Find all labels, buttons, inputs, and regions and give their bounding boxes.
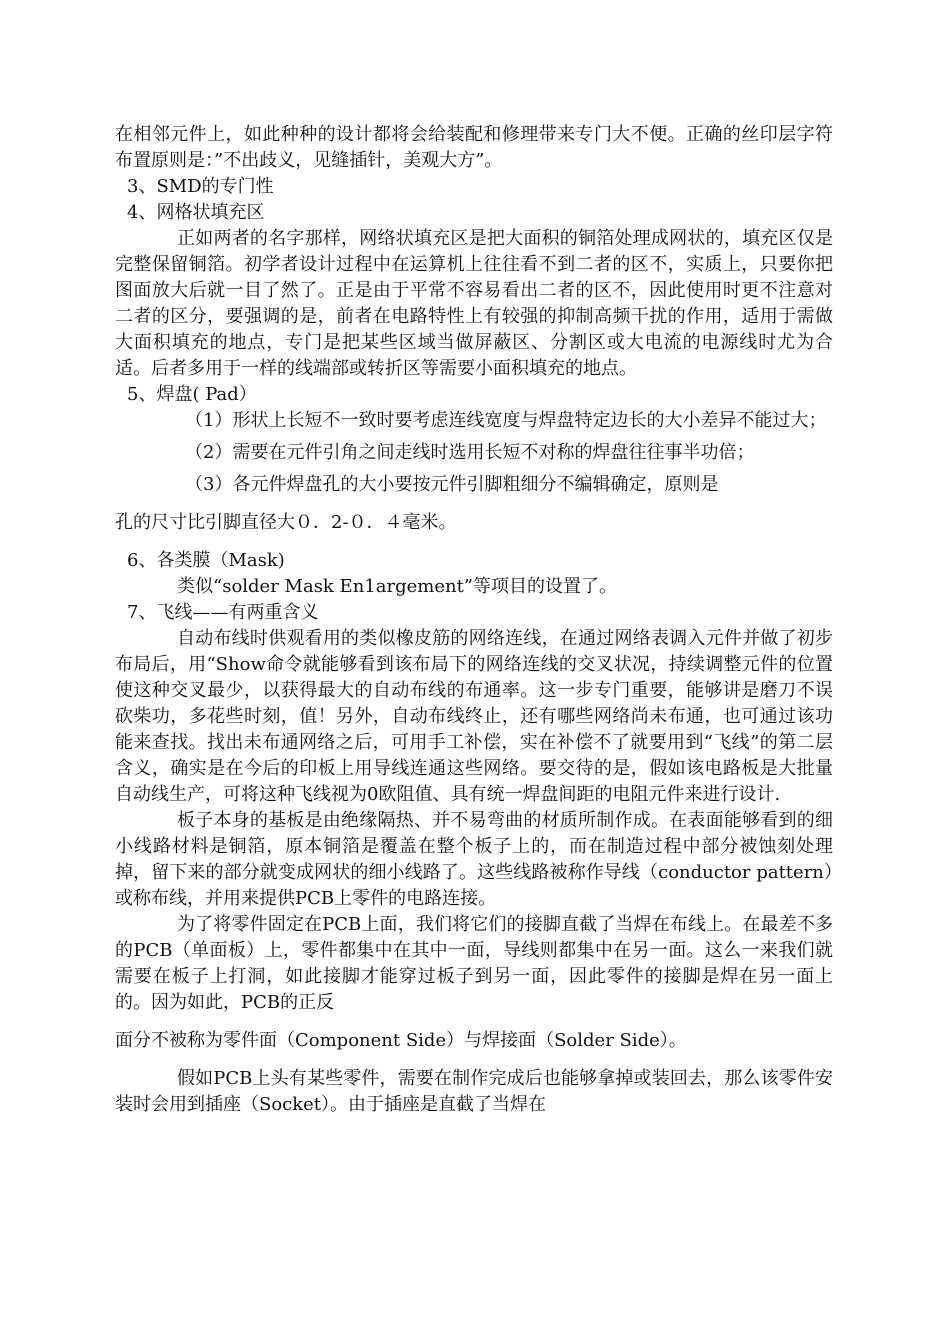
paragraph-substrate: 板子本身的基板是由绝缘隔热、并不易弯曲的材质所制作成。在表面能够看到的细小线路材料是铜箔，原本铜箔是覆盖在整个板子上的，而在制造过程中部分被蚀刻处理掉，留下来的部分就变成网状的细小线路了。这些线路被称作导线（conductor pattern）或称布线，并用来提供PCB上零件的电路连接。	[115, 810, 833, 909]
heading-ratsnest: 7、飞线——有两重含义	[127, 602, 319, 623]
paragraph-ratsnest: 自动布线时供观看用的类似橡皮筋的网络连线，在通过网络表调入元件并做了初步布局后，用“Show命令就能够看到该布局下的网络连线的交叉状况，持续调整元件的位置使这种交叉最少，以获得最大的自动布线的布通率。这一步专门重要，能够讲是磨刀不误砍柴功，多花些时刻，值！另外，自动布线终止，还有哪些网络尚未布通，也可通过该功能来查找。找出未布通网络之后，可用手工补偿，实在补偿不了就要用到“飞线”的第二层含义，确实是在今后的印板上用导线连通这些网络。要交待的是，假如该电路板是大批量自动线生产，可将这种飞线视为0欧阻值、具有统一焊盘间距的电阻元件来进行设计.	[115, 628, 833, 805]
heading-pad: 5、焊盘( Pad）	[127, 384, 257, 405]
pad-rule-2: （2）需要在元件引角之间走线时选用长短不对称的焊盘往往事半功倍；	[185, 442, 755, 463]
pad-rule-1: （1）形状上长短不一致时要考虑连线宽度与焊盘特定边长的大小差异不能过大；	[185, 410, 827, 431]
paragraph-grid-fill: 正如两者的名字那样，网络状填充区是把大面积的铜箔处理成网状的，填充区仅是完整保留铜箔。初学者设计过程中在运算机上往往看不到二者的区不，实质上，只要你把图面放大后就一目了然了。正是由于平常不容易看出二者的区不，因此使用时更不注意对二者的区分，要强调的是，前者在电路特性上有较强的抑制高频干扰的作用，适用于需做大面积填充的地点，专门是把某些区域当做屏蔽区、分割区或大电流的电源线时尤为合适。后者多用于一样的线端部或转折区等需要小面积填充的地点。	[115, 228, 833, 379]
paragraph-mask: 类似“solder Mask En1argement”等项目的设置了。	[177, 576, 618, 597]
paragraph-silkscreen-end: 在相邻元件上，如此种种的设计都将会给装配和修理带来专门大不便。正确的丝印层字符布置原则是：”不出歧义，见缝插针，美观大方”。	[115, 124, 833, 171]
paragraph-component-mounting-continued: 面分不被称为零件面（Component Side）与焊接面（Solder Side）。	[115, 1030, 687, 1051]
paragraph-component-mounting: 为了将零件固定在PCB上面，我们将它们的接脚直截了当焊在布线上。在最差不多的PCB（单面板）上，零件都集中在其中一面，导线则都集中在另一面。这么一来我们就需要在板子上打洞，如此接脚才能穿过板子到另一面，因此零件的接脚是焊在另一面上的。因为如此，PCB的正反	[115, 914, 833, 1013]
heading-mask: 6、各类膜（Mask)	[127, 550, 285, 571]
pad-rule-3: （3）各元件焊盘孔的大小要按元件引脚粗细分不编辑确定，原则是	[185, 474, 719, 495]
paragraph-socket: 假如PCB上头有某些零件，需要在制作完成后也能够拿掉或装回去，那么该零件安装时会用到插座（Socket）。由于插座是直截了当焊在	[115, 1068, 833, 1115]
heading-smd: 3、SMD的专门性	[127, 176, 274, 197]
heading-grid-fill: 4、网格状填充区	[127, 202, 265, 223]
document-body	[115, 122, 833, 1118]
pad-rule-3-continued: 孔的尺寸比引脚直径大０．2-０．４毫米。	[115, 512, 457, 533]
